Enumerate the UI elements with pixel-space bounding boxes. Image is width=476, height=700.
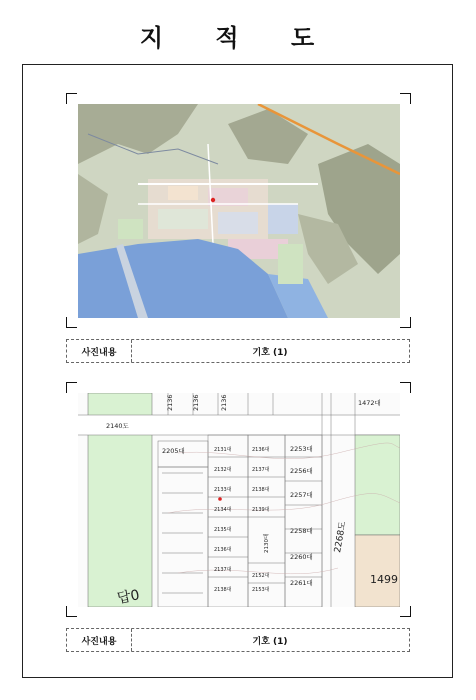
photo-caption-1 bbox=[66, 339, 410, 363]
vertical-road-label: 2268도 bbox=[333, 520, 349, 554]
parcel-label: 2135대 bbox=[214, 527, 232, 533]
parcel-label: 2257대 bbox=[290, 491, 313, 499]
parcel-label: 2136대 bbox=[214, 547, 232, 553]
caption-value: 기호 (1) bbox=[252, 347, 288, 358]
parcel-label: 2137대 bbox=[214, 567, 232, 573]
handwritten-mark: 답0 bbox=[115, 587, 141, 607]
overview-map bbox=[78, 104, 400, 318]
parcel-label: 2205대 bbox=[162, 447, 185, 455]
page-title: 지 적 도 bbox=[139, 23, 337, 52]
crop-mark bbox=[66, 606, 77, 617]
crop-mark bbox=[400, 606, 411, 617]
parcel-label: 2134대 bbox=[214, 507, 232, 513]
caption-label: 사진내용 bbox=[67, 340, 132, 362]
parcel-label: 2260대 bbox=[290, 553, 313, 561]
crop-mark bbox=[66, 93, 77, 104]
caption-label: 사진내용 bbox=[67, 629, 132, 651]
parcel-label: 2139대 bbox=[252, 507, 270, 513]
parcel-label: 2256대 bbox=[290, 467, 313, 475]
parcel-label: 2136대 bbox=[252, 447, 270, 453]
parcel-label: 2138대 bbox=[214, 587, 232, 593]
parcel-label-large: 1499 bbox=[370, 573, 398, 586]
crop-mark bbox=[66, 382, 77, 393]
parcel-label: 2261대 bbox=[290, 579, 313, 587]
caption-value: 기호 (1) bbox=[252, 636, 288, 647]
parcel-label: 2253대 bbox=[290, 445, 313, 453]
parcel-label: 2136 bbox=[166, 394, 174, 411]
parcel-label: 2258대 bbox=[290, 527, 313, 535]
crop-mark bbox=[66, 317, 77, 328]
parcel-label: 2136 bbox=[192, 394, 200, 411]
parcel-label: 2138대 bbox=[252, 487, 270, 493]
parcel-label: 2133대 bbox=[214, 487, 232, 493]
parcel-label: 2136 bbox=[220, 394, 228, 411]
crop-mark bbox=[400, 382, 411, 393]
crop-mark bbox=[400, 93, 411, 104]
photo-caption-2 bbox=[66, 628, 410, 652]
cadastral-map bbox=[78, 393, 400, 607]
parcel-label: 2137대 bbox=[252, 467, 270, 473]
road-label: 2140도 bbox=[106, 422, 129, 430]
parcel-label: 2152대 bbox=[252, 573, 270, 579]
parcel-label: 2153대 bbox=[252, 587, 270, 593]
parcel-label: 2130대 bbox=[264, 533, 270, 553]
parcel-label: 2132대 bbox=[214, 467, 232, 473]
crop-mark bbox=[400, 317, 411, 328]
parcel-label: 1472대 bbox=[358, 399, 381, 407]
parcel-label: 2131대 bbox=[214, 447, 232, 453]
